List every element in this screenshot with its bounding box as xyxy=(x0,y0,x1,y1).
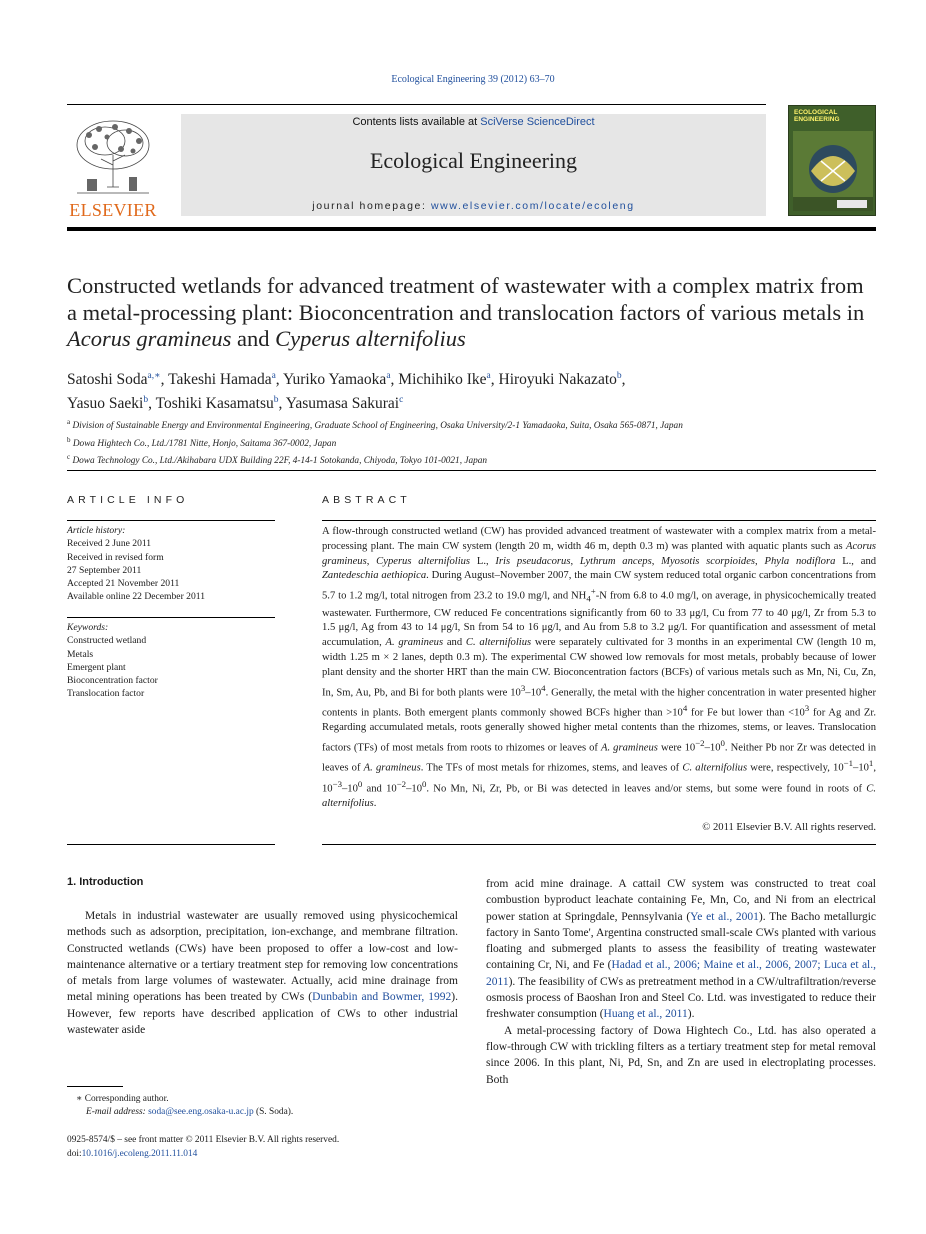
author-affil-sup[interactable]: a xyxy=(486,371,491,381)
author-affil-sup[interactable]: a xyxy=(386,371,391,381)
affiliation xyxy=(67,434,876,452)
affiliation-text: Dowa Hightech Co., Ltd./1781 Nitte, Honjo, Saitama 367-0002, Japan xyxy=(72,438,337,449)
history-item: 27 September 2011 xyxy=(67,564,142,576)
doi-line xyxy=(67,1148,517,1162)
contents-prefix: Contents lists available at xyxy=(352,116,481,128)
affiliations xyxy=(67,416,876,469)
affiliation-text: Dowa Technology Co., Ltd./Akihabara UDX Building 22F, 4-14-1 Sotokanda, Chiyoda, Tokyo 101-0021, Japan xyxy=(72,456,488,467)
body-column-right xyxy=(486,876,876,1088)
affiliation xyxy=(67,416,876,434)
author-sep: , xyxy=(148,395,156,413)
author-sep: , xyxy=(275,371,283,389)
history-item: Accepted 21 November 2011 xyxy=(67,578,180,590)
author-affil-sup[interactable]: b xyxy=(616,371,622,381)
journal-title: Ecological Engineering xyxy=(369,148,578,173)
homepage-prefix: journal homepage: xyxy=(312,200,431,212)
history-item: Received in revised form xyxy=(67,551,164,563)
affiliation xyxy=(67,451,876,469)
citation-link[interactable]: Huang et al., 2011 xyxy=(603,1008,688,1021)
body-column-left: Metals in industrial wastewater are usually removed using physicochemical methods such as adsorption, precipitation, ion-exchange, and membrane filtration. Constructed wetlands (CWs) have been proposed to offer a low-cost and low-maintenance alternative or a tertiary treatment step for removing low concentrations of metals from large volumes of wastewater. Actually, acid mine drainage from metal mining operations has been treated by CWs (Dunbabin and Bowmer, 1992). However, few reports have described application of CWs to other industrial wastewater aside xyxy=(67,910,459,1037)
history-item: Received 2 June 2011 xyxy=(67,538,152,550)
cover-title xyxy=(794,110,840,124)
author[interactable]: Yasumasa Sakurai xyxy=(285,395,400,413)
journal-banner xyxy=(181,114,766,216)
affiliation-sup: b xyxy=(67,435,71,444)
author-sep: , xyxy=(390,371,399,389)
journal-cover xyxy=(788,105,876,216)
abstract-rule xyxy=(322,520,876,521)
affiliation-rule xyxy=(67,470,876,471)
keyword: Bioconcentration factor xyxy=(67,675,158,687)
sciencedirect-link[interactable]: SciVerse ScienceDirect xyxy=(480,116,595,128)
keywords-label: Keywords: xyxy=(67,622,109,633)
author-sep: , xyxy=(278,395,286,413)
citation-link[interactable]: Ye et al., 2001 xyxy=(690,910,759,923)
cover-title-line2: ENGINEERING xyxy=(794,115,840,123)
section-heading-introduction: 1. Introduction xyxy=(67,876,144,888)
keyword: Metals xyxy=(67,648,94,660)
corresponding-author-footnote xyxy=(67,1093,467,1119)
journal-reference[interactable]: Ecological Engineering 39 (2012) 63–70 xyxy=(391,74,555,85)
keyword: Constructed wetland xyxy=(67,635,147,647)
elsevier-tree-icon xyxy=(67,115,159,199)
author[interactable]: Yasuo Saeki xyxy=(67,395,144,413)
history-label: Article history: xyxy=(67,525,126,536)
abstract-copyright: © 2011 Elsevier B.V. All rights reserved. xyxy=(702,822,876,833)
title-species-1: Acorus gramineus xyxy=(67,326,232,351)
footnote-rule xyxy=(67,1086,123,1087)
author[interactable]: Hiroyuki Nakazato xyxy=(498,371,617,389)
author[interactable]: Michihiko Ike xyxy=(398,371,487,389)
title-and: and xyxy=(231,326,276,351)
author-sep: , xyxy=(160,371,169,389)
abstract-bottom-rule xyxy=(322,844,876,845)
article-info-heading: ARTICLE INFO xyxy=(67,494,189,506)
contents-line xyxy=(181,116,766,128)
doi-link[interactable]: 10.1016/j.ecoleng.2011.11.014 xyxy=(81,1148,198,1159)
elsevier-logo xyxy=(67,115,159,219)
keywords-rule xyxy=(67,617,275,618)
doi-prefix: doi: xyxy=(67,1148,82,1159)
author-sep: , xyxy=(621,371,626,389)
footnote-corresponding: ∗ Corresponding author. xyxy=(76,1094,169,1104)
header-thick-rule xyxy=(67,227,876,231)
email-suffix: (S. Soda). xyxy=(253,1107,294,1117)
abstract-text: A flow-through constructed wetland (CW) has provided advanced treatment of wastewater with a complex matrix from a metal-processing plant. The main CW system (length 20 m, width 46 m, depth 0.3 m) was planted with aquatic plants such as Acorus gramineus, Cyperus alternifolius L., Iris pseudacorus, Lythrum anceps, Myosotis scorpioides, Phyla nodiflora L., and Zantedeschia aethiopica. During August–November 2007, the main CW system reduced total organic carbon concentrations from 5.7 to 1.2 mg/l, total nitrogen from 23.2 to 19.0 mg/l, and $NH_4^+-N$ from 6.8 to 4.0 mg/l, on average, in physicochemically treated wastewater. Furthermore, CW reduced Fe concentrations significantly from 60 to 33 μg/l, Cu from 77 to 40 μg/l, Zr from 5.3 to 1.5 μg/l, Ag from 43 to 14 μg/l, Sn from 54 to 16 μg/l, and Au from 5.8 to 3.2 μg/l. For quantification and assessment of metal accumulation, A. gramineus and C. alternifolius were separately cultivated for 3 months in an experimental CW (length 10 m, width 1.25 m × 2 lanes, depth 0.3 m). The experimental CW showed low removals for most metals, probably because of lower plant density and the shorter HRT than the main CW. Bioconcentration factors (BCFs) of various metals such as Mn, Ni, Cu, Zn, In, Sm, Au, Pb, and Bi for both plants were $10^3-10^4$. Generally, the metal with the higher concentration in water presented higher contents in plants. Both emergent plants commonly showed BCFs higher than $>10^4$ for Fe but lower than $<10^3$ for Ag and Zr. Regarding accumulated metals, roots generally showed higher metal contents than the rhizomes, stems, or leaves. Translocation factors (TFs) of most metals from roots to rhizomes or leaves of A. gramineus were $10^{-2}-10^0$. Neither Pb nor Zr was detected in leaves of A. gramineus. The TFs of most metals for rhizomes, stems, and leaves of C. alternifolius were, respectively, $10^{-1}-10^1$, $10^{-3}-10^0$ and $10^{-2}-10^0$. No Mn, Ni, Zr, Pb, or Bi was detected in leaves and/or stems, but some were found in roots of C. alternifolius. xyxy=(322,526,877,810)
citation-link[interactable]: Hadad et al., 2006; Maine et al., 2006, 2007; Luca et al., 2011 xyxy=(486,959,876,988)
journal-homepage xyxy=(181,200,766,212)
author-affil-sup[interactable]: a,∗ xyxy=(147,371,161,381)
author[interactable]: Satoshi Soda xyxy=(67,371,148,389)
article-history xyxy=(67,524,275,604)
affiliation-text: Division of Sustainable Energy and Environmental Engineering, Graduate School of Engineering, Osaka University/2-1 Yamadaoka, Suita, Osaka 565-0871, Japan xyxy=(72,421,683,432)
affiliation-sup: c xyxy=(67,453,71,462)
header-rule xyxy=(67,104,766,105)
keywords xyxy=(67,621,275,701)
abstract-heading: ABSTRACT xyxy=(322,494,411,506)
cover-title-line1: ECOLOGICAL xyxy=(794,109,838,116)
keyword: Translocation factor xyxy=(67,688,145,700)
homepage-link[interactable]: www.elsevier.com/locate/ecoleng xyxy=(431,200,635,212)
author[interactable]: Yuriko Yamaoka xyxy=(282,371,387,389)
author-affil-sup[interactable]: b xyxy=(143,395,149,406)
cover-image-icon xyxy=(793,131,873,211)
author[interactable]: Toshiki Kasamatsu xyxy=(155,395,274,413)
footnote-email-line xyxy=(67,1106,467,1119)
title-species-2: Cyperus alternifolius xyxy=(275,326,466,351)
author[interactable]: Takeshi Hamada xyxy=(168,371,272,389)
author-sep: , xyxy=(490,371,499,389)
article-info-bottom-rule xyxy=(67,844,275,845)
article-title xyxy=(67,273,876,353)
author-affil-sup[interactable]: c xyxy=(399,395,404,406)
author-affil-sup[interactable]: a xyxy=(271,371,276,381)
body-paragraph: A metal-processing factory of Dowa Hightech Co., Ltd. has also operated a flow-through CW with trickling filters as a tertiary treatment step for metal removal since 2006. In this plant, Ni, Pd, Sn, and Zn are used in electroplating processes. Both xyxy=(486,1024,876,1086)
email-label: E-mail address: xyxy=(86,1107,149,1117)
title-text: Constructed wetlands for advanced treatment of wastewater with a complex matrix from a metal-processing plant: Bioconcentration and translocation factors of various metals in xyxy=(67,273,865,325)
article-info-rule xyxy=(67,520,275,521)
author-list xyxy=(67,366,876,414)
front-matter-info xyxy=(67,1134,517,1161)
affiliation-sup: a xyxy=(67,418,71,426)
history-item: Available online 22 December 2011 xyxy=(67,591,205,603)
author-affil-sup[interactable]: b xyxy=(273,395,279,406)
body-paragraph: from acid mine drainage. A cattail CW system was constructed to treat coal combustion byproduct leachate containing Fe, Mn, Co, and Ni from an electrical power station at Springdale, Pennsylvania (Ye et al., 2001). The Bacho metallurgic factory in Santo Tome', Argentina constructed small-scale CWs planted with various floating and submerged plants to assess the feasibility of treating wastewater containing Cr, Ni, and Fe (Hadad et al., 2006; Maine et al., 2006, 2007; Luca et al., 2011). The feasibility of CWs as pretreatment method in a CW/ultrafiltration/reverse osmosis process of Baoshan Iron and Steel Co. Ltd. was investigated to reduce their freshwater consumption (Huang et al., 2011). xyxy=(486,878,876,1021)
issn-line: 0925-8574/$ – see front matter © 2011 Elsevier B.V. All rights reserved. xyxy=(67,1135,340,1145)
email-link[interactable]: soda@see.eng.osaka-u.ac.jp xyxy=(148,1107,254,1117)
keyword: Emergent plant xyxy=(67,661,126,673)
citation-link[interactable]: Dunbabin and Bowmer, 1992 xyxy=(312,991,452,1004)
elsevier-wordmark: ELSEVIER xyxy=(69,200,157,220)
